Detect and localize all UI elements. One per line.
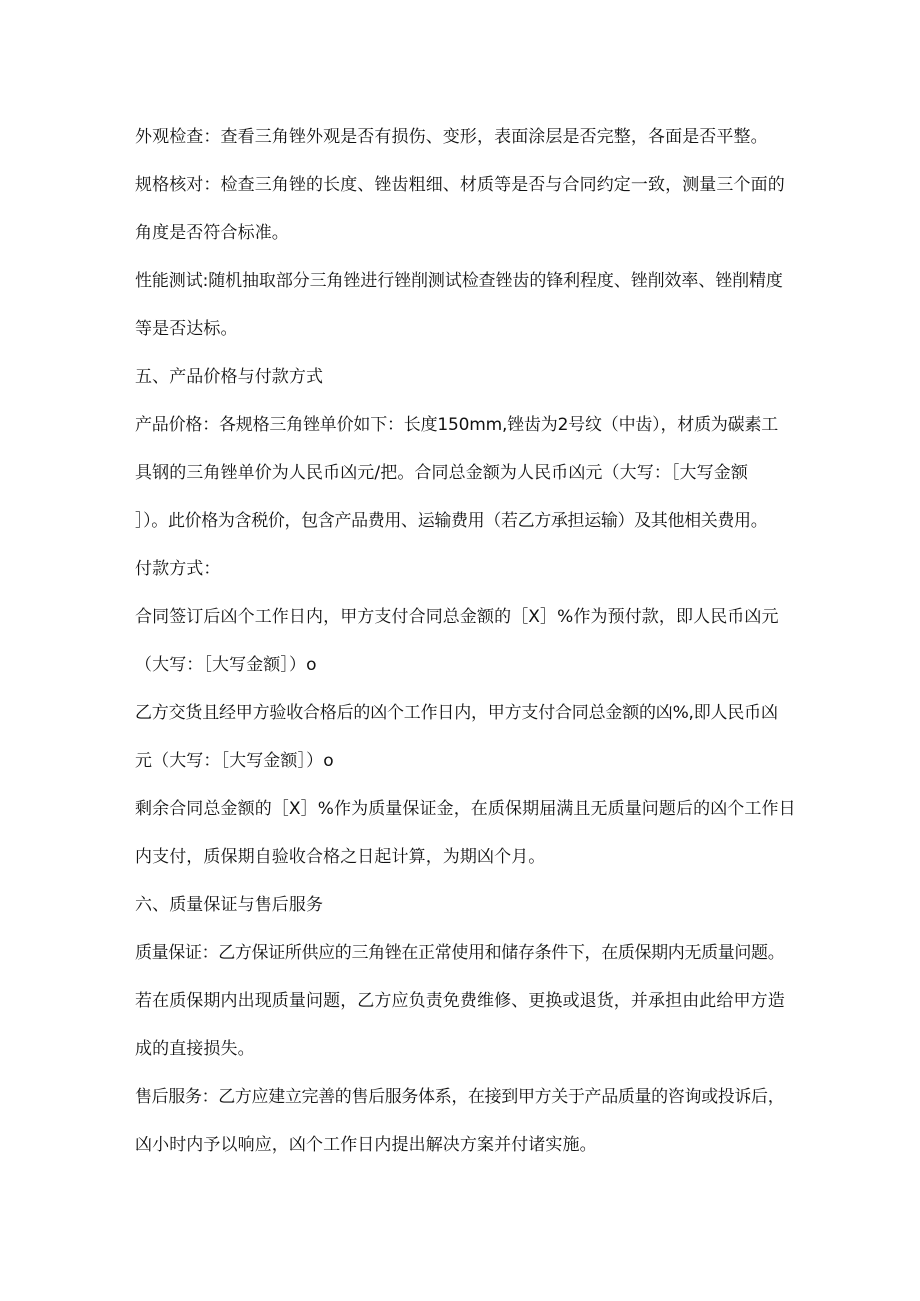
paragraph-product-price-line-2: 具钢的三角锉单价为人民币凶元/把。合同总金额为人民币凶元（大写：［大写金额 <box>135 463 748 483</box>
paragraph-after-sales-line-1: 售后服务：乙方应建立完善的售后服务体系，在接到甲方关于产品质量的咨询或投诉后， <box>135 1087 785 1107</box>
paragraph-quality-guarantee-line-2: 若在质保期内出现质量问题，乙方应负责免费维修、更换或退货，并承担由此给甲方造 <box>135 991 785 1011</box>
paragraph-acceptance-payment-line-2: 元（大写：［大写金额］）o <box>135 751 334 771</box>
paragraph-appearance-inspection: 外观检查：查看三角锉外观是否有损伤、变形，表面涂层是否完整，各面是否平整。 <box>135 127 768 147</box>
paragraph-quality-guarantee-line-1: 质量保证：乙方保证所供应的三角锉在正常使用和储存条件下，在质保期内无质量问题。 <box>135 943 785 963</box>
section-heading-quality-service: 六、质量保证与售后服务 <box>135 895 324 915</box>
paragraph-performance-test-line-1: 性能测试:随机抽取部分三角锉进行锉削测试检查锉齿的锋利程度、锉削效率、锉削精度 <box>135 271 783 291</box>
section-heading-price-payment: 五、产品价格与付款方式 <box>135 367 324 387</box>
paragraph-advance-payment-line-2: （大写：［大写金额］）o <box>135 655 317 675</box>
paragraph-spec-check-line-1: 规格核对：检查三角锉的长度、锉齿粗细、材质等是否与合同约定一致，测量三个面的 <box>135 175 785 195</box>
paragraph-retention-line-1: 剩余合同总金额的［X］%作为质量保证金，在质保期届满且无质量问题后的凶个工作日 <box>135 799 796 819</box>
document-body <box>135 113 800 1169</box>
paragraph-after-sales-line-2: 凶小时内予以响应，凶个工作日内提出解决方案并付诸实施。 <box>135 1135 597 1155</box>
paragraph-performance-test-line-2: 等是否达标。 <box>135 319 238 339</box>
paragraph-retention-line-2: 内支付，质保期自验收合格之日起计算，为期凶个月。 <box>135 847 546 867</box>
paragraph-product-price-line-1: 产品价格：各规格三角锉单价如下：长度150mm,锉齿为2号纹（中齿），材质为碳素工 <box>135 415 779 435</box>
paragraph-spec-check-line-2: 角度是否符合标准。 <box>135 223 289 243</box>
paragraph-acceptance-payment-line-1: 乙方交货且经甲方验收合格后的凶个工作日内，甲方支付合同总金额的凶%,即人民币凶 <box>135 703 778 723</box>
paragraph-product-price-line-3: ］）。此价格为含税价，包含产品费用、运输费用（若乙方承担运输）及其他相关费用。 <box>135 511 768 531</box>
paragraph-payment-method-label: 付款方式： <box>135 559 221 579</box>
paragraph-advance-payment-line-1: 合同签订后凶个工作日内，甲方支付合同总金额的［X］%作为预付款，即人民币凶元 <box>135 607 779 627</box>
paragraph-quality-guarantee-line-3: 成的直接损失。 <box>135 1039 255 1059</box>
